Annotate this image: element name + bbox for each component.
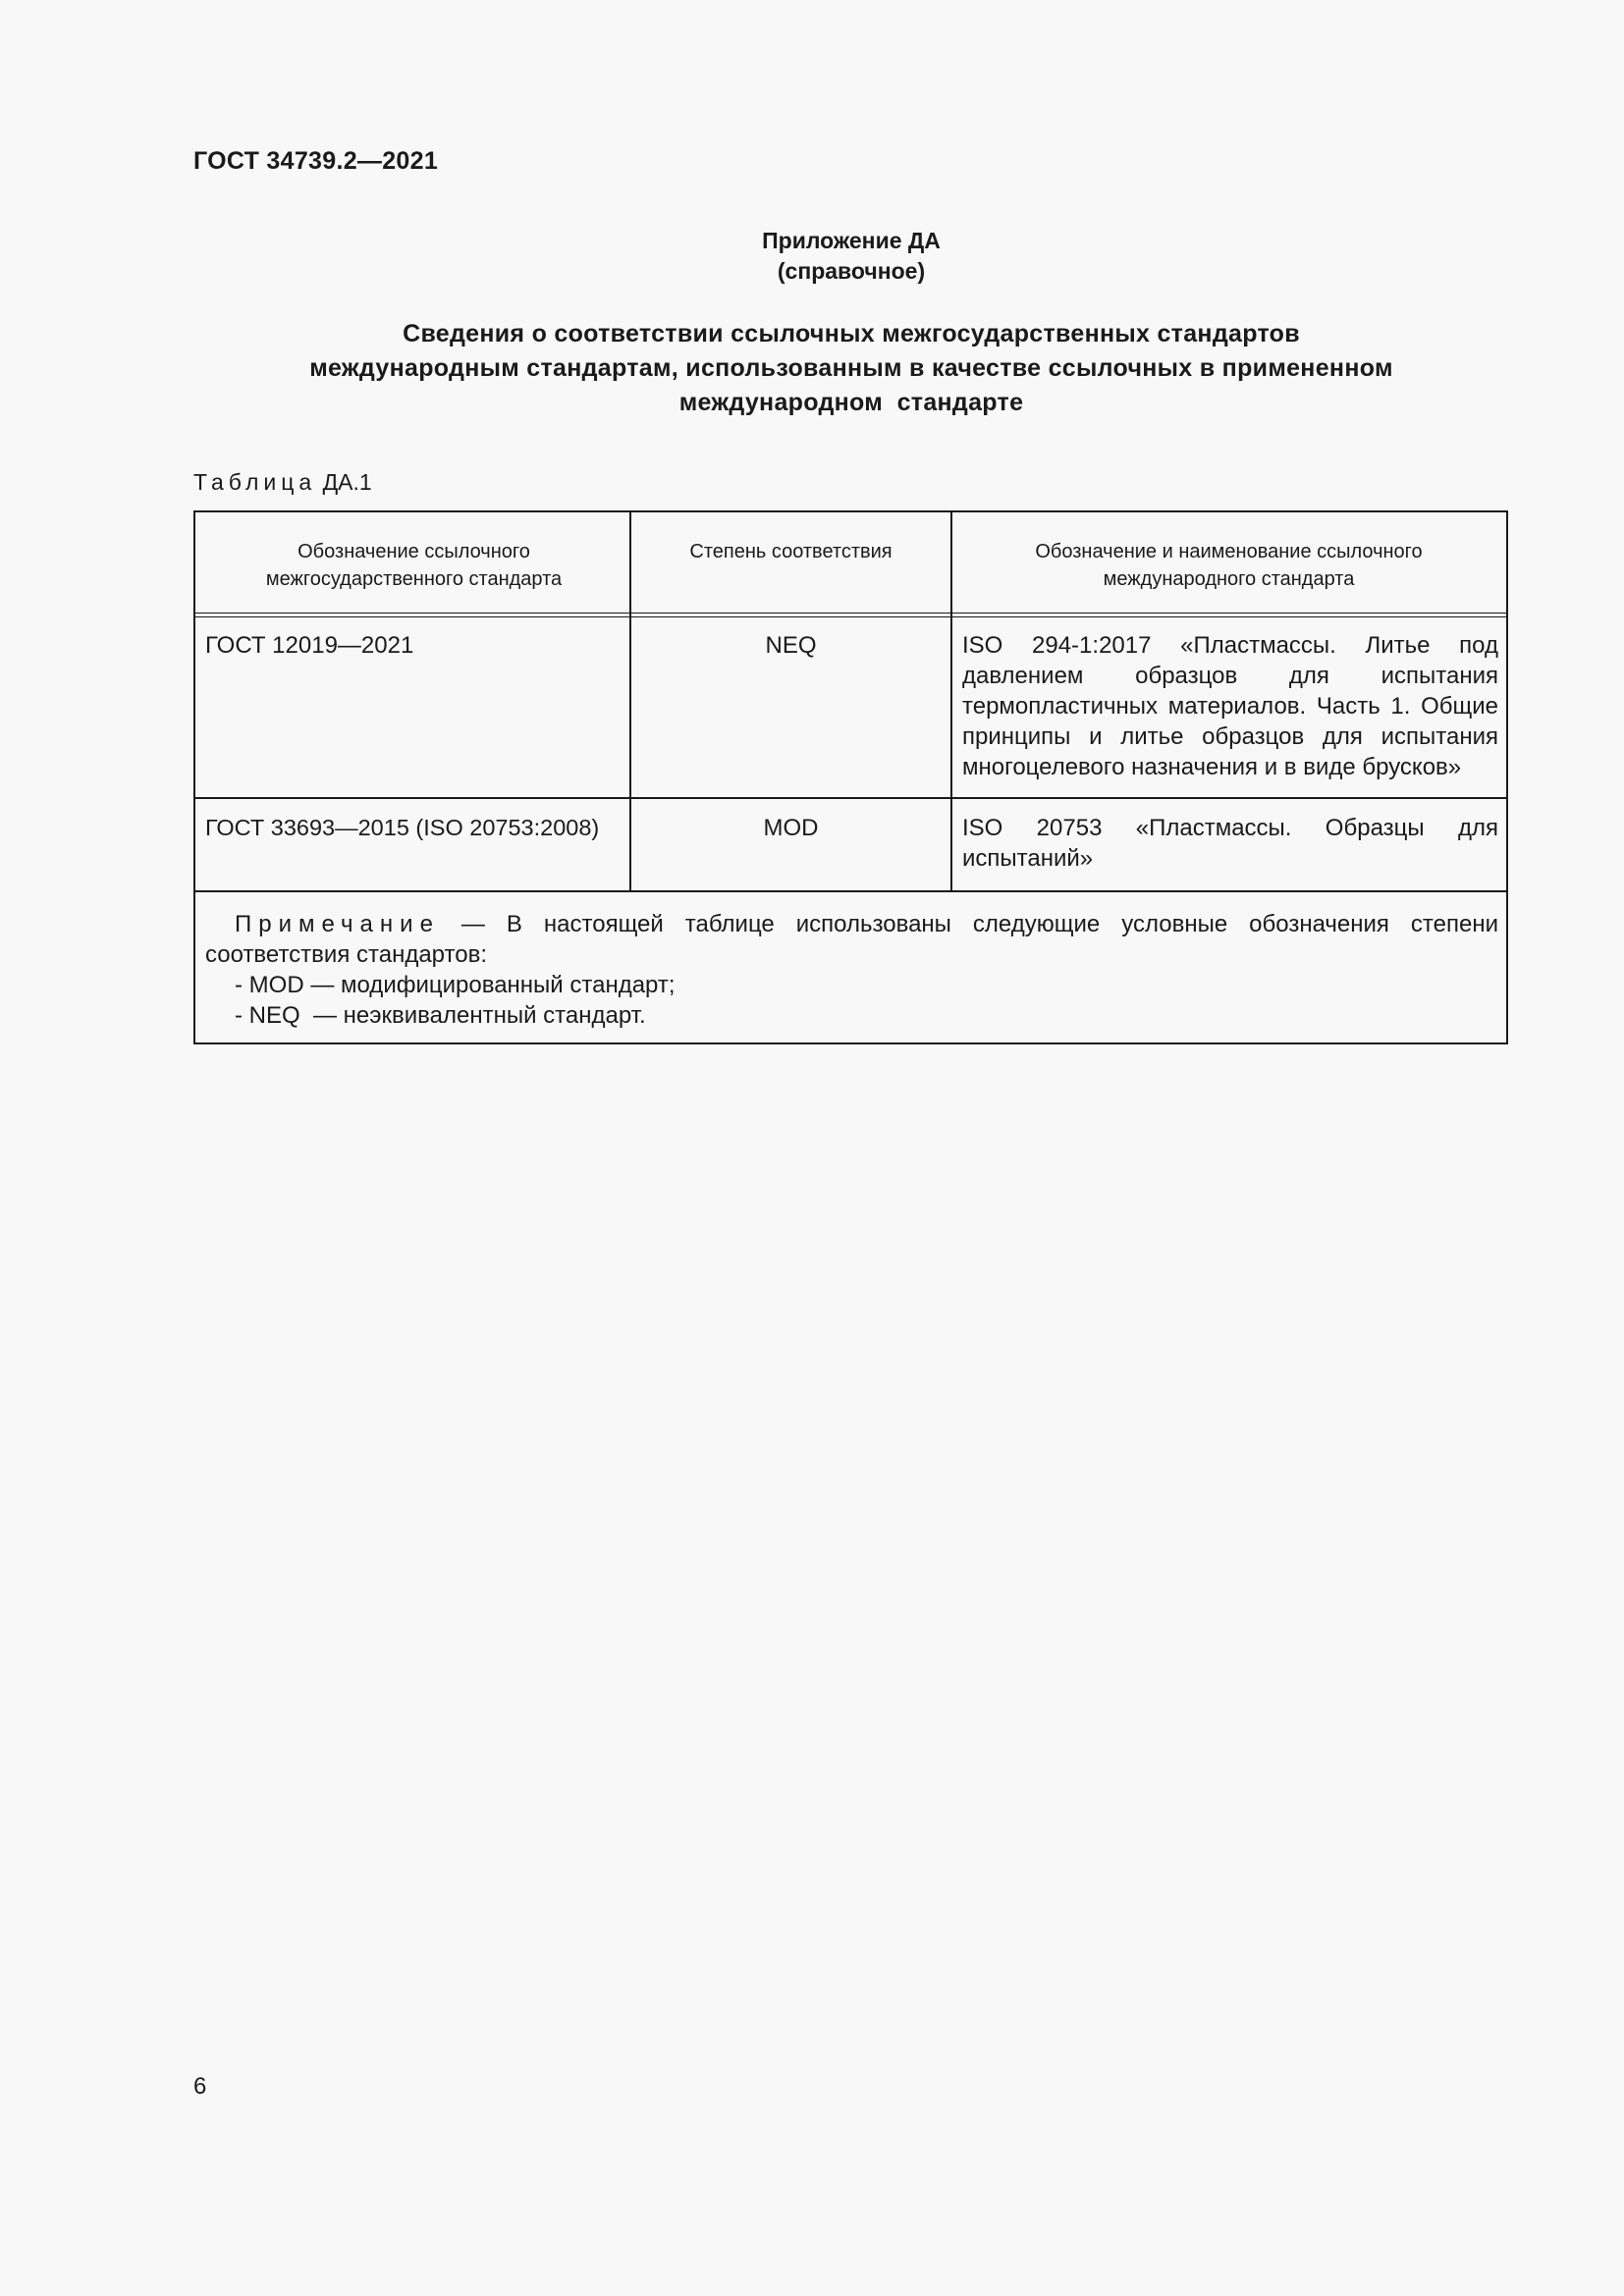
header-cell-degree: Степень соответствия — [689, 541, 893, 562]
page-number: 6 — [193, 2073, 207, 2100]
header-divider — [195, 616, 1506, 617]
row-international: ISO 20753 «Пластмассы. Образцы для испытаний» — [962, 815, 1498, 872]
row-standard: ГОСТ 12019—2021 — [205, 632, 414, 659]
note-item: - MOD — модифицированный стандарт; — [235, 972, 676, 998]
header-cell-international: Обозначение и наименование ссылочного международного стандарта — [1035, 541, 1423, 590]
main-title-line: международном стандарте — [678, 389, 1024, 416]
note-label: Примечание — [235, 911, 440, 937]
main-title-line: международным стандартам, использованным в качестве ссылочных в примененном — [309, 354, 1393, 382]
table-label-number: ДА.1 — [322, 469, 372, 495]
table-note — [205, 909, 1498, 1031]
table-label — [193, 469, 372, 496]
row-degree: MOD — [763, 815, 819, 841]
appendix-heading — [0, 226, 1624, 287]
column-divider — [950, 512, 952, 891]
row-degree: NEQ — [765, 632, 817, 659]
note-text: — В настоящей таблице использованы следующие условные обозначения степени соответствия стандартов: — [205, 911, 1498, 968]
document-code: ГОСТ 34739.2—2021 — [193, 147, 439, 175]
header-cell-standard: Обозначение ссылочного межгосударственного стандарта — [265, 541, 563, 590]
note-item: - NEQ — неэквивалентный стандарт. — [235, 1002, 646, 1029]
header-divider — [195, 613, 1506, 614]
correspondence-table — [193, 510, 1508, 1044]
note-divider — [195, 890, 1506, 892]
row-standard: ГОСТ 33693—2015 (ISO 20753:2008) — [205, 815, 600, 840]
row-divider — [195, 797, 1506, 799]
appendix-type: (справочное) — [777, 258, 926, 284]
main-title — [193, 317, 1509, 420]
main-title-line: Сведения о соответствии ссылочных межгосударственных стандартов — [403, 320, 1300, 347]
table-label-word: Таблица — [193, 469, 317, 495]
appendix-title: Приложение ДА — [762, 228, 941, 253]
row-international: ISO 294-1:2017 «Пластмассы. Литье под давлением образцов для испытания термопластичных материалов. Часть 1. Общие принципы и литье образцов для испытания многоцелевого назначения и в виде брусков» — [962, 632, 1498, 780]
